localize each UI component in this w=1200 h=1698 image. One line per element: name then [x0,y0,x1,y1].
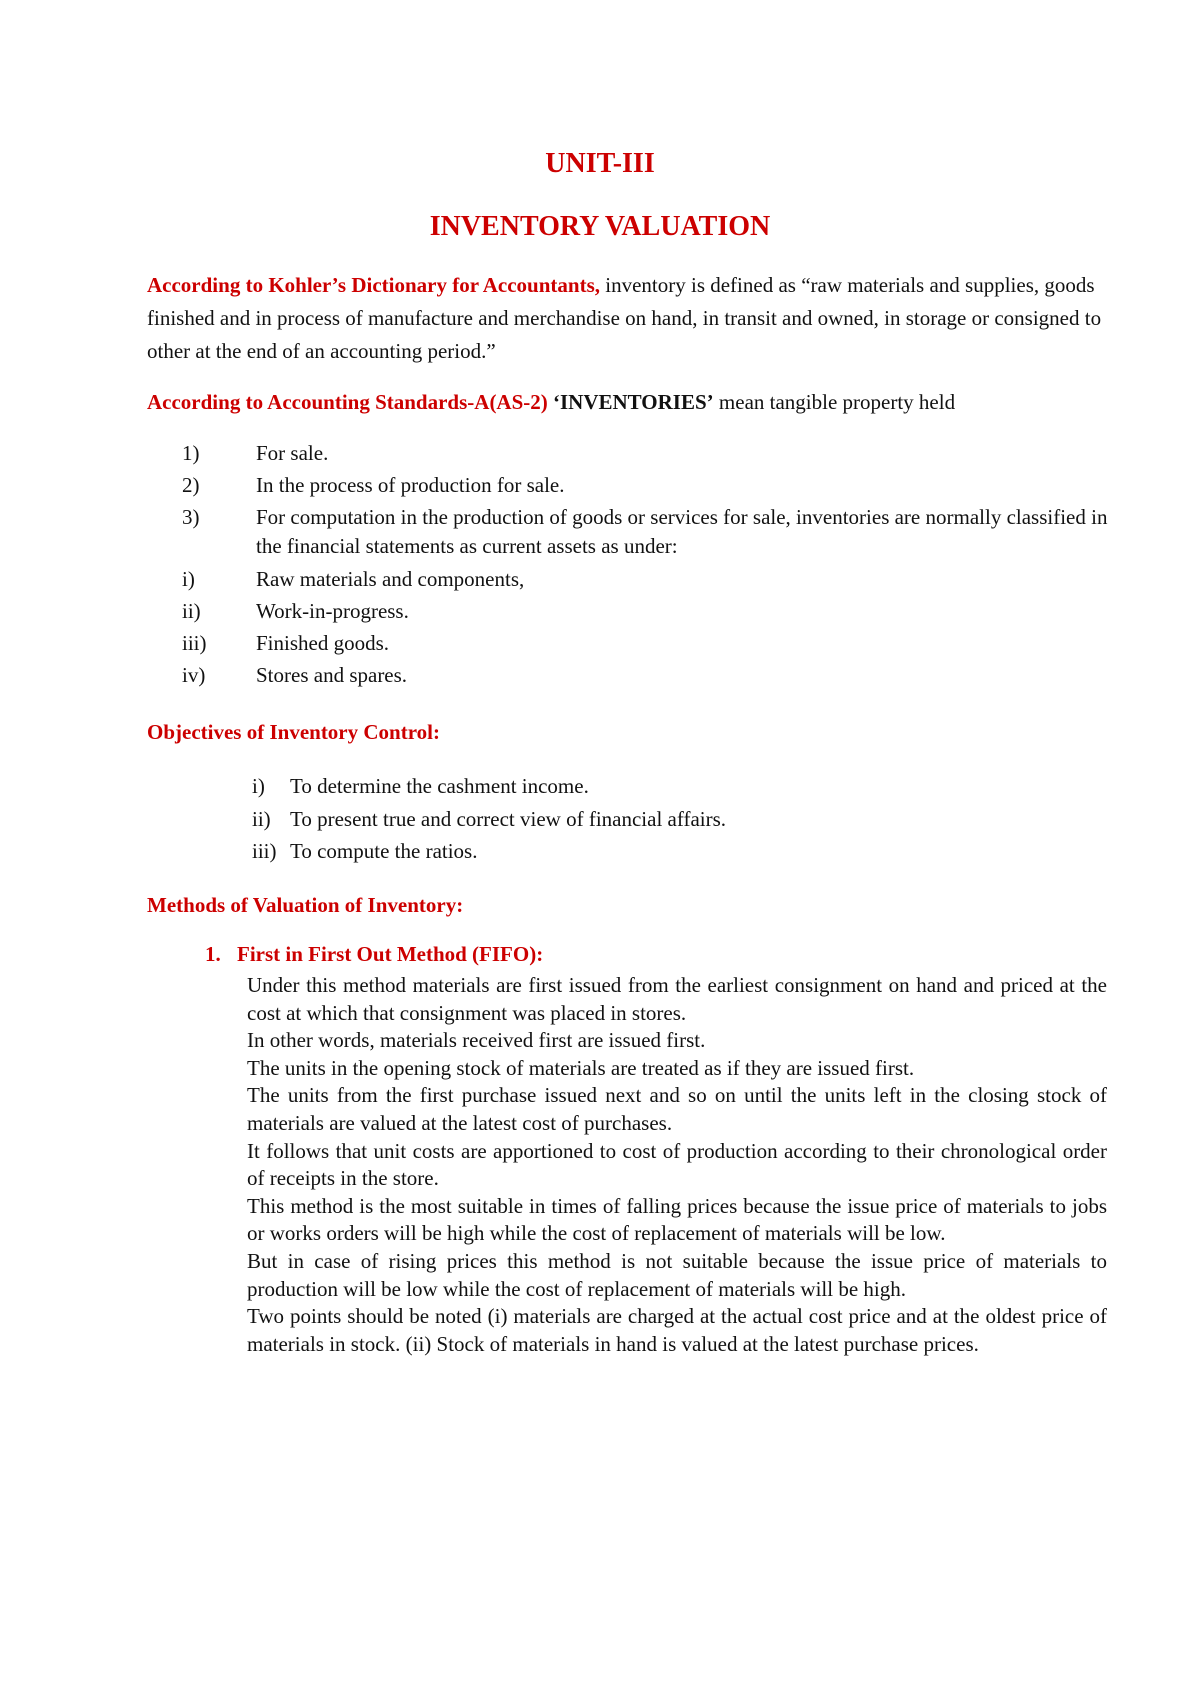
list-item-number: 2) [182,473,200,497]
list-item-text: Raw materials and components, [256,567,525,591]
list-item-number: ii) [252,806,271,831]
as2-list [182,437,1122,691]
list-item-text: In the process of production for sale. [256,473,565,497]
list-item-number: i) [252,774,265,798]
fifo-paragraph: This method is the most suitable in times of falling prices because the issue price of materials to jobs or works orders will be high while the cost of replacement of materials will be low. [247,1193,1107,1246]
fifo-body [247,972,1107,1358]
objectives-list [252,770,726,868]
as2-lead: According to Accounting Standards-A(AS-2) [147,390,548,414]
fifo-paragraph: Two points should be noted (i) materials are charged at the actual cost price and at the oldest price of materials in stock. (ii) Stock of materials in hand is valued at the latest purchase prices. [247,1304,1107,1356]
list-item-number: ii) [182,599,201,623]
objectives-heading: Objectives of Inventory Control: [147,720,440,744]
list-item [252,770,726,803]
list-item-text: To determine the cashment income. [290,774,589,798]
list-item [252,835,726,868]
list-item [252,803,726,836]
fifo-paragraph: Under this method materials are first issued from the earliest consignment on hand and priced at the cost at which that consignment was placed in stores. [247,973,1107,1025]
kohler-definition [147,269,1107,368]
methods-heading: Methods of Valuation of Inventory: [147,893,464,917]
as2-quoted-term: ‘INVENTORIES’ [547,390,714,414]
list-item-text: Finished goods. [256,631,390,655]
fifo-paragraph: It follows that unit costs are apportioned to cost of production according to their chronological order of receipts in the store. [247,1138,1107,1191]
list-item [182,627,1122,659]
list-item-text: For sale. [256,441,329,465]
fifo-paragraph: The units in the opening stock of materials are treated as if they are issued first. [247,1055,915,1080]
fifo-paragraph: But in case of rising prices this method is not suitable because the issue price of materials to production will be low while the cost of replacement of materials will be high. [247,1248,1107,1301]
list-item [182,469,1122,501]
document-title: INVENTORY VALUATION [429,211,771,242]
list-item-text: To compute the ratios. [290,839,478,863]
list-item [182,595,1122,627]
fifo-heading [205,942,543,967]
fifo-paragraph: In other words, materials received first are issued first. [247,1028,706,1053]
list-item-text: For computation in the production of goods or services for sale, inventories are normally classified in the financial statements as current assets as under: [256,505,1108,558]
list-item-number: iv) [182,663,206,687]
as2-definition [147,386,1107,419]
list-item-number: 3) [182,505,200,529]
list-item [182,563,1122,595]
kohler-lead: According to Kohler’s Dictionary for Accountants, [147,273,600,297]
list-item-text: Work-in-progress. [256,599,409,623]
kohler-text: inventory is defined as “raw materials and supplies, goods finished and in process of manufacture and merchandise on hand, in transit and owned, in storage or consigned to other at the end of an accounting period.” [147,273,1102,363]
as2-text: mean tangible property held [713,390,956,414]
fifo-number: 1. [205,942,221,966]
list-item-number: 1) [182,441,200,465]
list-item [182,503,1122,561]
list-item-number: i) [182,567,195,591]
fifo-title: First in First Out Method (FIFO): [237,942,544,966]
list-item-number: iii) [252,839,277,863]
list-item-text: Stores and spares. [256,663,408,687]
list-item-number: iii) [182,631,207,655]
list-item [182,437,1122,469]
list-item [182,659,1122,691]
unit-title: UNIT-III [545,148,655,179]
fifo-paragraph: The units from the first purchase issued next and so on until the units left in the closing stock of materials are valued at the latest cost of purchases. [247,1083,1107,1135]
list-item-text: To present true and correct view of financial affairs. [290,806,727,831]
